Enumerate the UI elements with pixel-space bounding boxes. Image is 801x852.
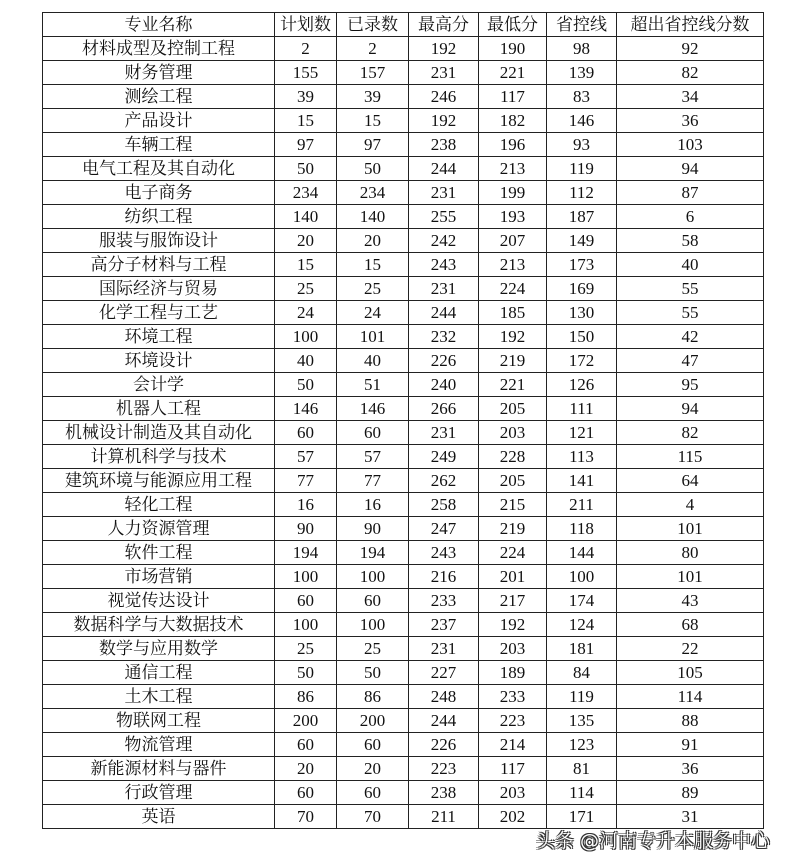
value-cell: 130 (547, 301, 617, 325)
value-cell: 123 (547, 733, 617, 757)
major-name-cell: 轻化工程 (43, 493, 275, 517)
value-cell: 234 (337, 181, 409, 205)
value-cell: 238 (409, 781, 479, 805)
value-cell: 100 (547, 565, 617, 589)
table-row (43, 469, 764, 493)
table-row (43, 661, 764, 685)
value-cell: 64 (617, 469, 764, 493)
column-header: 超出省控线分数 (617, 13, 764, 37)
table-row (43, 805, 764, 829)
major-name-cell: 软件工程 (43, 541, 275, 565)
value-cell: 249 (409, 445, 479, 469)
value-cell: 100 (275, 565, 337, 589)
value-cell: 199 (479, 181, 547, 205)
value-cell: 203 (479, 421, 547, 445)
value-cell: 194 (337, 541, 409, 565)
table-row (43, 781, 764, 805)
table-row (43, 157, 764, 181)
value-cell: 84 (547, 661, 617, 685)
value-cell: 157 (337, 61, 409, 85)
value-cell: 82 (617, 61, 764, 85)
value-cell: 40 (617, 253, 764, 277)
value-cell: 234 (275, 181, 337, 205)
value-cell: 57 (337, 445, 409, 469)
table-row (43, 541, 764, 565)
value-cell: 126 (547, 373, 617, 397)
value-cell: 231 (409, 277, 479, 301)
value-cell: 194 (275, 541, 337, 565)
table-row (43, 397, 764, 421)
value-cell: 189 (479, 661, 547, 685)
column-header: 专业名称 (43, 13, 275, 37)
value-cell: 92 (617, 37, 764, 61)
value-cell: 4 (617, 493, 764, 517)
major-name-cell: 英语 (43, 805, 275, 829)
value-cell: 232 (409, 325, 479, 349)
major-name-cell: 电气工程及其自动化 (43, 157, 275, 181)
table-row (43, 733, 764, 757)
table-row (43, 373, 764, 397)
value-cell: 16 (275, 493, 337, 517)
value-cell: 60 (275, 421, 337, 445)
table-row (43, 325, 764, 349)
value-cell: 207 (479, 229, 547, 253)
value-cell: 88 (617, 709, 764, 733)
value-cell: 192 (479, 613, 547, 637)
value-cell: 146 (275, 397, 337, 421)
value-cell: 135 (547, 709, 617, 733)
value-cell: 119 (547, 685, 617, 709)
value-cell: 60 (275, 733, 337, 757)
value-cell: 219 (479, 517, 547, 541)
value-cell: 51 (337, 373, 409, 397)
value-cell: 174 (547, 589, 617, 613)
value-cell: 215 (479, 493, 547, 517)
value-cell: 40 (275, 349, 337, 373)
major-name-cell: 纺织工程 (43, 205, 275, 229)
table-row (43, 613, 764, 637)
value-cell: 43 (617, 589, 764, 613)
value-cell: 221 (479, 373, 547, 397)
value-cell: 200 (275, 709, 337, 733)
value-cell: 118 (547, 517, 617, 541)
table-row (43, 685, 764, 709)
major-name-cell: 建筑环境与能源应用工程 (43, 469, 275, 493)
value-cell: 60 (337, 589, 409, 613)
table-header-row (43, 13, 764, 37)
table-row (43, 421, 764, 445)
value-cell: 193 (479, 205, 547, 229)
value-cell: 111 (547, 397, 617, 421)
table-row (43, 181, 764, 205)
value-cell: 94 (617, 157, 764, 181)
table-row (43, 349, 764, 373)
value-cell: 217 (479, 589, 547, 613)
value-cell: 224 (479, 277, 547, 301)
value-cell: 70 (275, 805, 337, 829)
value-cell: 121 (547, 421, 617, 445)
value-cell: 262 (409, 469, 479, 493)
major-name-cell: 视觉传达设计 (43, 589, 275, 613)
value-cell: 246 (409, 85, 479, 109)
table-row (43, 757, 764, 781)
table-row (43, 61, 764, 85)
value-cell: 50 (337, 661, 409, 685)
value-cell: 117 (479, 757, 547, 781)
major-name-cell: 通信工程 (43, 661, 275, 685)
value-cell: 94 (617, 397, 764, 421)
value-cell: 139 (547, 61, 617, 85)
value-cell: 233 (479, 685, 547, 709)
column-header: 最高分 (409, 13, 479, 37)
major-name-cell: 财务管理 (43, 61, 275, 85)
value-cell: 140 (337, 205, 409, 229)
value-cell: 227 (409, 661, 479, 685)
value-cell: 211 (547, 493, 617, 517)
value-cell: 50 (337, 157, 409, 181)
value-cell: 237 (409, 613, 479, 637)
table-row (43, 37, 764, 61)
value-cell: 231 (409, 637, 479, 661)
value-cell: 100 (337, 565, 409, 589)
table-row (43, 205, 764, 229)
value-cell: 181 (547, 637, 617, 661)
value-cell: 15 (275, 109, 337, 133)
value-cell: 243 (409, 253, 479, 277)
value-cell: 192 (479, 325, 547, 349)
table-row (43, 565, 764, 589)
value-cell: 205 (479, 397, 547, 421)
major-name-cell: 机械设计制造及其自动化 (43, 421, 275, 445)
value-cell: 60 (337, 733, 409, 757)
value-cell: 192 (409, 37, 479, 61)
value-cell: 15 (275, 253, 337, 277)
value-cell: 196 (479, 133, 547, 157)
value-cell: 173 (547, 253, 617, 277)
value-cell: 150 (547, 325, 617, 349)
major-name-cell: 新能源材料与器件 (43, 757, 275, 781)
value-cell: 172 (547, 349, 617, 373)
table-row (43, 493, 764, 517)
value-cell: 124 (547, 613, 617, 637)
major-name-cell: 物联网工程 (43, 709, 275, 733)
value-cell: 244 (409, 157, 479, 181)
admission-scores-table (42, 12, 764, 829)
value-cell: 233 (409, 589, 479, 613)
table-row (43, 277, 764, 301)
major-name-cell: 数学与应用数学 (43, 637, 275, 661)
value-cell: 57 (275, 445, 337, 469)
value-cell: 255 (409, 205, 479, 229)
table-row (43, 445, 764, 469)
table-row (43, 229, 764, 253)
major-name-cell: 材料成型及控制工程 (43, 37, 275, 61)
value-cell: 58 (617, 229, 764, 253)
value-cell: 169 (547, 277, 617, 301)
value-cell: 60 (337, 781, 409, 805)
value-cell: 20 (337, 229, 409, 253)
value-cell: 90 (337, 517, 409, 541)
value-cell: 36 (617, 109, 764, 133)
value-cell: 77 (337, 469, 409, 493)
major-name-cell: 国际经济与贸易 (43, 277, 275, 301)
value-cell: 211 (409, 805, 479, 829)
value-cell: 223 (479, 709, 547, 733)
value-cell: 93 (547, 133, 617, 157)
major-name-cell: 行政管理 (43, 781, 275, 805)
value-cell: 50 (275, 373, 337, 397)
value-cell: 105 (617, 661, 764, 685)
value-cell: 200 (337, 709, 409, 733)
value-cell: 68 (617, 613, 764, 637)
value-cell: 192 (409, 109, 479, 133)
value-cell: 231 (409, 61, 479, 85)
value-cell: 80 (617, 541, 764, 565)
value-cell: 60 (275, 589, 337, 613)
value-cell: 117 (479, 85, 547, 109)
major-name-cell: 测绘工程 (43, 85, 275, 109)
value-cell: 20 (275, 229, 337, 253)
value-cell: 203 (479, 781, 547, 805)
value-cell: 112 (547, 181, 617, 205)
value-cell: 202 (479, 805, 547, 829)
value-cell: 113 (547, 445, 617, 469)
value-cell: 24 (275, 301, 337, 325)
value-cell: 42 (617, 325, 764, 349)
table-row (43, 253, 764, 277)
value-cell: 231 (409, 421, 479, 445)
value-cell: 242 (409, 229, 479, 253)
value-cell: 226 (409, 733, 479, 757)
value-cell: 231 (409, 181, 479, 205)
major-name-cell: 车辆工程 (43, 133, 275, 157)
value-cell: 15 (337, 253, 409, 277)
value-cell: 258 (409, 493, 479, 517)
value-cell: 2 (337, 37, 409, 61)
value-cell: 266 (409, 397, 479, 421)
column-header: 最低分 (479, 13, 547, 37)
value-cell: 244 (409, 301, 479, 325)
value-cell: 39 (275, 85, 337, 109)
value-cell: 119 (547, 157, 617, 181)
value-cell: 82 (617, 421, 764, 445)
value-cell: 47 (617, 349, 764, 373)
major-name-cell: 环境设计 (43, 349, 275, 373)
table-row (43, 709, 764, 733)
value-cell: 77 (275, 469, 337, 493)
major-name-cell: 物流管理 (43, 733, 275, 757)
value-cell: 100 (275, 613, 337, 637)
major-name-cell: 土木工程 (43, 685, 275, 709)
value-cell: 221 (479, 61, 547, 85)
value-cell: 34 (617, 85, 764, 109)
value-cell: 216 (409, 565, 479, 589)
value-cell: 213 (479, 253, 547, 277)
value-cell: 100 (275, 325, 337, 349)
value-cell: 25 (337, 277, 409, 301)
value-cell: 114 (617, 685, 764, 709)
value-cell: 55 (617, 301, 764, 325)
value-cell: 223 (409, 757, 479, 781)
value-cell: 6 (617, 205, 764, 229)
value-cell: 97 (275, 133, 337, 157)
major-name-cell: 环境工程 (43, 325, 275, 349)
value-cell: 60 (275, 781, 337, 805)
major-name-cell: 服装与服饰设计 (43, 229, 275, 253)
value-cell: 25 (337, 637, 409, 661)
value-cell: 15 (337, 109, 409, 133)
value-cell: 20 (337, 757, 409, 781)
value-cell: 101 (617, 565, 764, 589)
value-cell: 219 (479, 349, 547, 373)
value-cell: 31 (617, 805, 764, 829)
value-cell: 81 (547, 757, 617, 781)
table-row (43, 517, 764, 541)
value-cell: 146 (337, 397, 409, 421)
value-cell: 91 (617, 733, 764, 757)
value-cell: 141 (547, 469, 617, 493)
value-cell: 248 (409, 685, 479, 709)
value-cell: 214 (479, 733, 547, 757)
value-cell: 238 (409, 133, 479, 157)
table-row (43, 133, 764, 157)
value-cell: 146 (547, 109, 617, 133)
table-row (43, 85, 764, 109)
value-cell: 39 (337, 85, 409, 109)
value-cell: 155 (275, 61, 337, 85)
value-cell: 50 (275, 661, 337, 685)
value-cell: 86 (337, 685, 409, 709)
value-cell: 243 (409, 541, 479, 565)
value-cell: 97 (337, 133, 409, 157)
value-cell: 50 (275, 157, 337, 181)
value-cell: 226 (409, 349, 479, 373)
column-header: 计划数 (275, 13, 337, 37)
value-cell: 140 (275, 205, 337, 229)
table-row (43, 589, 764, 613)
value-cell: 205 (479, 469, 547, 493)
table-row (43, 109, 764, 133)
value-cell: 90 (275, 517, 337, 541)
major-name-cell: 会计学 (43, 373, 275, 397)
value-cell: 20 (275, 757, 337, 781)
value-cell: 187 (547, 205, 617, 229)
value-cell: 98 (547, 37, 617, 61)
value-cell: 89 (617, 781, 764, 805)
value-cell: 2 (275, 37, 337, 61)
value-cell: 55 (617, 277, 764, 301)
value-cell: 115 (617, 445, 764, 469)
table-row (43, 637, 764, 661)
watermark: 头条 @河南专升本服务中心 (536, 830, 771, 852)
value-cell: 60 (337, 421, 409, 445)
value-cell: 171 (547, 805, 617, 829)
major-name-cell: 化学工程与工艺 (43, 301, 275, 325)
major-name-cell: 人力资源管理 (43, 517, 275, 541)
value-cell: 100 (337, 613, 409, 637)
value-cell: 40 (337, 349, 409, 373)
value-cell: 70 (337, 805, 409, 829)
value-cell: 25 (275, 277, 337, 301)
value-cell: 22 (617, 637, 764, 661)
value-cell: 228 (479, 445, 547, 469)
value-cell: 182 (479, 109, 547, 133)
value-cell: 83 (547, 85, 617, 109)
column-header: 省控线 (547, 13, 617, 37)
value-cell: 240 (409, 373, 479, 397)
value-cell: 144 (547, 541, 617, 565)
major-name-cell: 市场营销 (43, 565, 275, 589)
major-name-cell: 产品设计 (43, 109, 275, 133)
value-cell: 87 (617, 181, 764, 205)
value-cell: 201 (479, 565, 547, 589)
major-name-cell: 计算机科学与技术 (43, 445, 275, 469)
value-cell: 224 (479, 541, 547, 565)
value-cell: 190 (479, 37, 547, 61)
value-cell: 247 (409, 517, 479, 541)
value-cell: 101 (617, 517, 764, 541)
value-cell: 36 (617, 757, 764, 781)
major-name-cell: 高分子材料与工程 (43, 253, 275, 277)
major-name-cell: 机器人工程 (43, 397, 275, 421)
value-cell: 101 (337, 325, 409, 349)
value-cell: 95 (617, 373, 764, 397)
major-name-cell: 数据科学与大数据技术 (43, 613, 275, 637)
table-row (43, 301, 764, 325)
value-cell: 25 (275, 637, 337, 661)
major-name-cell: 电子商务 (43, 181, 275, 205)
value-cell: 16 (337, 493, 409, 517)
value-cell: 213 (479, 157, 547, 181)
column-header: 已录数 (337, 13, 409, 37)
value-cell: 86 (275, 685, 337, 709)
value-cell: 149 (547, 229, 617, 253)
value-cell: 114 (547, 781, 617, 805)
value-cell: 185 (479, 301, 547, 325)
value-cell: 103 (617, 133, 764, 157)
value-cell: 203 (479, 637, 547, 661)
value-cell: 244 (409, 709, 479, 733)
value-cell: 24 (337, 301, 409, 325)
